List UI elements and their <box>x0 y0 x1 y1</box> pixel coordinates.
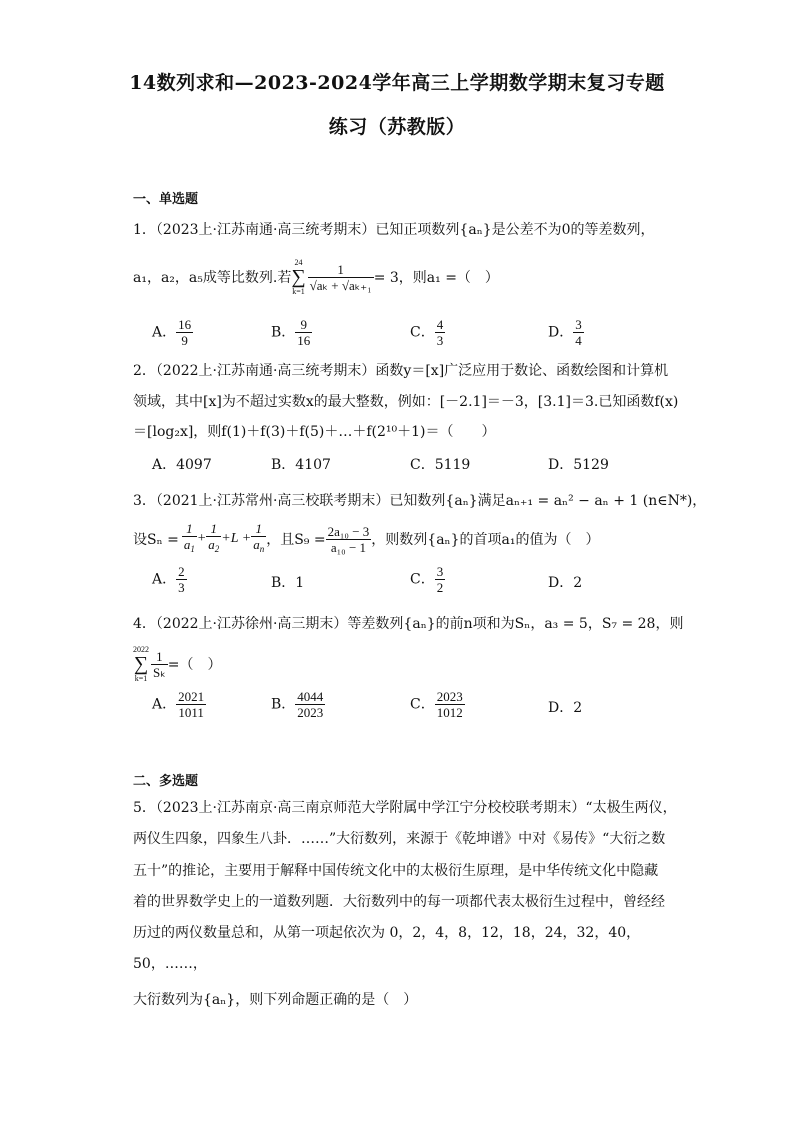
q3-line1: 3．（2021上·江苏常州·高三校联考期末）已知数列{aₙ}满足aₙ₊₁ = aₙ² − aₙ + 1 (n∈N*)， <box>133 493 707 509</box>
q5-line7: 大衍数列为{aₙ}，则下列命题正确的是（ ） <box>133 992 418 1008</box>
q3-option-a <box>152 564 187 595</box>
q1-frac-num: 1 <box>308 262 374 278</box>
q1-line2-text: a₁，a₂，a₅成等比数列.若 <box>133 270 292 286</box>
q4-option-c-den: 1012 <box>436 705 463 720</box>
q1-option-d <box>548 317 584 348</box>
q3-option-a-label: A． <box>152 571 177 588</box>
q1-option-d-num: 3 <box>575 317 582 332</box>
q5-line6: 50，……， <box>133 956 207 972</box>
q4-option-c-label: C． <box>410 696 435 713</box>
q4-option-b-label: B． <box>271 696 296 713</box>
q1-option-a <box>152 317 193 348</box>
q1-sum-lower: k=1 <box>292 287 305 296</box>
q1-option-b-num: 9 <box>295 317 312 333</box>
q4-sum-lower: k=1 <box>134 674 148 683</box>
q1-option-c <box>410 317 445 348</box>
q3-line2-mid: ，且S₉ = <box>266 532 326 548</box>
q4-option-b-den: 2023 <box>297 705 324 720</box>
q4-option-a-num: 2021 <box>178 689 205 704</box>
q5-line4: 着的世界数学史上的一道数列题．大衍数列中的每一项都代表太极衍生过程中，曾经经 <box>133 894 665 910</box>
sigma-icon: ∑ <box>291 266 306 288</box>
q3-option-b: B．1 <box>271 575 305 591</box>
q1-frac-den: √aₖ + √aₖ₊₁ <box>309 277 372 293</box>
q1-option-a-num: 16 <box>178 317 192 332</box>
q4-sum-symbol <box>133 645 149 683</box>
q2-line1: 2．（2022上·江苏南通·高三统考期末）函数y＝[x]广泛应用于数论、函数绘图和计算机 <box>133 363 669 379</box>
q1-option-c-den: 3 <box>436 333 444 348</box>
q3-sn-expression: $\frac{1}{a_1}$ + $\frac{1}{a_2}$ +L + $\frac{1}{a_n}$ <box>183 521 265 554</box>
q5-line5: 历过的两仪数量总和，从第一项起依次为 0，2，4，8，12，18，24，32，40， <box>133 925 641 941</box>
q3-option-c-label: C． <box>410 571 435 588</box>
q4-option-b <box>271 689 325 720</box>
q4-frac-num: 1 <box>151 649 168 665</box>
q4-option-a-label: A． <box>152 696 177 713</box>
q4-line1: 4．（2022上·江苏徐州·高三期末）等差数列{aₙ}的前n项和为Sₙ，a₃ = 5，S₇ = 28，则 <box>133 616 684 632</box>
q3-option-c-den: 2 <box>436 580 444 595</box>
q4-sum-fraction <box>151 649 168 680</box>
q2-option-a: A．4097 <box>152 457 212 473</box>
sigma-icon: ∑ <box>133 653 149 675</box>
q4-option-a-den: 1011 <box>178 705 204 720</box>
section-multi-choice: 二、多选题 <box>133 774 199 789</box>
q4-option-d: D．2 <box>548 700 583 716</box>
q4-option-c <box>410 689 465 720</box>
q1-line1: 1．（2023上·江苏南通·高三统考期末）已知正项数列{aₙ}是公差不为0的等差数列， <box>133 222 655 238</box>
q3-line2-end: ，则数列{aₙ}的首项a₁的值为（ ） <box>371 532 600 548</box>
q5-line3: 五十”的推论，主要用于解释中国传统文化中的太极衍生原理，是中华传统文化中隐藏 <box>133 863 659 879</box>
q3-option-c <box>410 564 445 595</box>
q1-option-b-label: B． <box>271 324 296 341</box>
q1-option-a-label: A． <box>152 324 177 341</box>
q2-option-d: D．5129 <box>548 457 609 473</box>
q1-line2-end: = 3，则a₁ =（ ） <box>373 270 499 286</box>
q1-sum-symbol <box>291 258 305 296</box>
q1-line2 <box>133 258 499 296</box>
q3-option-a-num: 2 <box>178 564 185 579</box>
q3-option-a-den: 3 <box>178 580 185 595</box>
q4-option-c-num: 2023 <box>436 689 463 704</box>
q3-line2-text: 设Sₙ = <box>133 532 179 548</box>
q1-option-d-label: D． <box>548 324 574 341</box>
q5-line1: 5．（2023上·江苏南京·高三南京师范大学附属中学江宁分校校联考期末）“太极生两仪， <box>133 800 677 816</box>
q2-option-c: C．5119 <box>410 457 471 473</box>
q4-line2 <box>133 644 222 684</box>
q3-option-c-num: 3 <box>436 564 444 579</box>
q1-option-b <box>271 317 312 348</box>
q1-option-d-den: 4 <box>575 333 582 348</box>
q4-option-a <box>152 689 206 720</box>
q3-option-d: D．2 <box>548 575 583 591</box>
q1-option-c-label: C． <box>410 324 435 341</box>
q3-s9-fraction <box>326 524 372 555</box>
q2-line2: 领域，其中[x]为不超过实数x的最大整数，例如：[－2.1]＝－3，[3.1]＝3.已知函数f(x) <box>133 394 679 410</box>
q1-sum-fraction <box>308 262 374 293</box>
q3-s9-den: a₁₀ − 1 <box>330 539 367 555</box>
q5-line2: 两仪生四象，四象生八卦．……”大衍数列，来源于《乾坤谱》中对《易传》“大衍之数 <box>133 831 666 847</box>
q4-option-b-num: 4044 <box>297 689 324 704</box>
q3-s9-num: 2a₁₀ − 3 <box>327 523 370 539</box>
doc-title-line2: 练习（苏教版） <box>328 116 466 138</box>
q4-line2-end: =（ ） <box>167 657 222 673</box>
q1-option-a-den: 9 <box>181 333 188 348</box>
q3-line2 <box>133 521 599 557</box>
q4-frac-den: Sₖ <box>153 664 166 680</box>
q4-sum-upper: 2022 <box>133 645 149 654</box>
doc-title-line1: 14数列求和—2023-2024学年高三上学期数学期末复习专题 <box>129 72 665 94</box>
q1-option-b-den: 16 <box>297 333 311 348</box>
q1-sum-upper: 24 <box>294 258 303 267</box>
q2-option-b: B．4107 <box>271 457 331 473</box>
q2-line3: ＝[log₂x]，则f(1)＋f(3)＋f(5)＋…＋f(2¹⁰＋1)＝（ ） <box>133 424 496 440</box>
section-single-choice: 一、单选题 <box>133 192 199 207</box>
q1-option-c-num: 4 <box>436 317 444 332</box>
